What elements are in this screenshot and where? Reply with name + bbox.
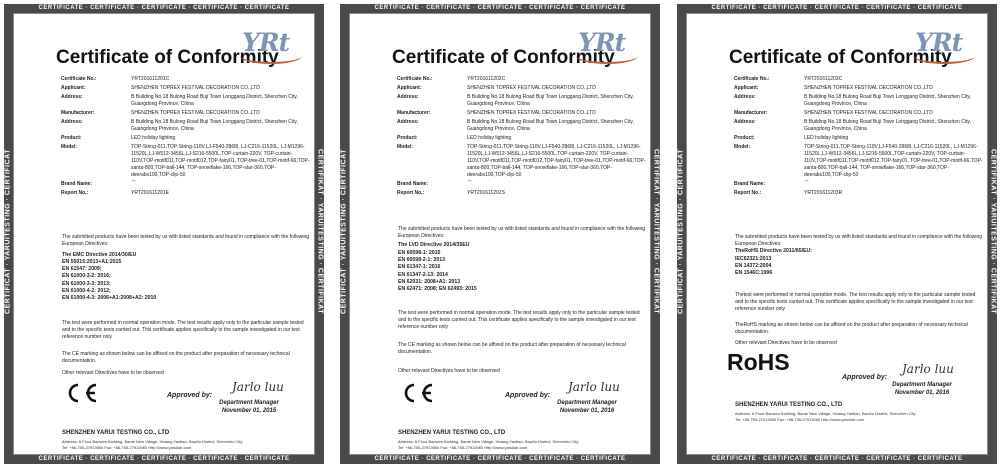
field-value: SHENZHEN TOPREX FESTIVAL DECORATION CO.,LTD [131, 85, 260, 91]
field-row [61, 135, 311, 142]
field-label: Certificate No.: [397, 76, 433, 82]
standard-item: EN 55015:2013+A1:2015 [62, 259, 122, 265]
test-note: Thetest were performed in normal operation mode. The test results apply only to the particular sample tested and to the specific tests carried out. This certificate applies specifically to the sample investigated in our test reference number only [735, 292, 976, 312]
field-label: Product: [61, 135, 82, 141]
field-label: Model: [734, 144, 751, 150]
field-label: Applicant: [734, 85, 759, 91]
field-label: Manufacturer: [397, 110, 431, 116]
field-value: B Building No.18 Bulong Road Buji Town Longgang District, Shenzhen City, Guangdong Province, China [804, 119, 971, 132]
manager-block [882, 381, 962, 397]
field-label: Product: [734, 135, 755, 141]
field-row [61, 76, 311, 83]
test-note: The test were performed in normal operation mode. The test results apply only to the particular sample tested and to the specific tests carried out. This certificate applies specifically to the sample investigated in our test reference number only [398, 310, 640, 330]
certificate-fields [397, 76, 647, 199]
manager-title: Department Manager [557, 400, 617, 406]
logo-swoosh [240, 48, 302, 64]
company-contact: Tel: +86-755-27913060 Fax: +86-755-27913060 Http://www.yaruilab.com [62, 445, 192, 450]
border-text-top: CERTIFICATE · CERTIFICATE · CERTIFICATE · CERTIFICATE · CERTIFICATE [711, 5, 963, 11]
field-row [61, 85, 311, 92]
field-row [734, 85, 984, 92]
field-value: YRT201611202C [467, 76, 506, 82]
field-label: Address: [734, 94, 756, 100]
field-value: TOP-String-011,TOP-String-110V,LJ-F540-2868I, LJ-C216-11520L, LJ-M1296-11520L,LJ-W512-3456L,LJ-S216-5500L,TOP-curtain-220V, TOP-curtain-110V,TOP-motif011,TOP-motif012,TOP-fairy01, TOP-tree-01,TOP-motif-66,TOP-santa-800,TOP-ball-144, TOP-snowflake-166,TOP-star-360,TOP-deerabs100,TOP-clip-50 [467, 144, 646, 178]
field-value: SHENZHEN TOPREX FESTIVAL DECORATION CO.,LTD [804, 85, 933, 91]
standard-item: EN 60598-2-1: 2013 [398, 257, 446, 264]
field-value: B Building No.18 Bulong Road Buji Town Longgang District, Shenzhen City, Guangdong Province, China [131, 94, 298, 107]
field-label: Report No.: [61, 190, 89, 196]
intro-text: The submitted products have been tested by us with listed standards and found in compliance with the following European Directives: [398, 226, 646, 239]
field-label: Model: [397, 144, 414, 150]
logo-swoosh [576, 48, 638, 64]
border-text-bottom: CERTIFICATE · CERTIFICATE · CERTIFICATE · CERTIFICATE · CERTIFICATE [711, 456, 963, 462]
company-address: Address: 6 Floor Baowen Building, Baote New Village, Xixiang Yantian, BaoAn District, Shenzhen City [398, 439, 579, 444]
field-value: SHENZHEN TOPREX FESTIVAL DECORATION CO.,LTD [804, 110, 933, 116]
border-text-left: CERTIFICAT · YARUITESTING · CERTIFICAT [677, 149, 685, 314]
field-label: Certificate No.: [734, 76, 770, 82]
field-value: YRT201611203C [804, 76, 843, 82]
border-text-right: CERTIFIKAT · YARUITESTING · CERTIFIKAT [989, 149, 997, 314]
field-row [397, 110, 647, 117]
field-label: Certificate No.: [61, 76, 97, 82]
certificate-title: Certificate of Conformity [729, 47, 952, 68]
field-value: LED holiday lighting [467, 135, 512, 141]
field-label: Address: [397, 119, 419, 125]
standard-item: EN 1546C:1996 [735, 270, 773, 277]
yrt-logo [240, 30, 302, 64]
field-label: Product: [397, 135, 418, 141]
company-address: Address: 6 Floor Baowen Building, Baote New Village, Xixiang Yantian, BaoAn District, Shenzhen City [735, 411, 916, 416]
field-row [61, 144, 311, 179]
field-row [734, 144, 984, 179]
company-contact: Tel: +86-755-27913060 Fax: +86-755-27913060 Http://www.yaruilab.com [398, 445, 528, 450]
yrt-logo [913, 30, 975, 64]
approval-date: November 01, 2015 [221, 408, 277, 414]
field-value: LED holiday lighting [131, 135, 176, 141]
standard-item: EN 61000-3-3: 2013; [62, 280, 111, 287]
directives-note: Other relevant Directives have to be observed [62, 370, 164, 376]
manager-block [209, 399, 289, 415]
field-row [734, 190, 984, 197]
field-value: B Building No.18 Bulong Road Buji Town Longgang District, Shenzhen City, Guangdong Province, China [131, 119, 298, 132]
field-label: Applicant: [397, 85, 422, 91]
logo-swoosh [913, 48, 975, 64]
field-value: B Building No.18 Bulong Road Buji Town Longgang District, Shenzhen City, Guangdong Province, China [467, 94, 634, 107]
field-label: Address: [61, 94, 83, 100]
certificate-fields [734, 76, 984, 199]
marking-note: TheRoHS marking as shown below can be affixed on the product after preparation of necessary technical documentation. [735, 322, 968, 335]
signature: Jarlo luu [232, 380, 284, 394]
field-label: Brand Name: [397, 181, 429, 187]
logo-text: YRt [578, 28, 626, 57]
field-row [397, 76, 647, 83]
border-text-left: CERTIFICAT · YARUITESTING · CERTIFICAT [4, 149, 12, 314]
signature: Jarlo luu [902, 362, 954, 376]
standard-item: EN 62471: 2008; EN 62493: 2015 [398, 286, 477, 293]
brand-logo-mark: ⌒ [131, 181, 137, 187]
standard-item: IEC62321:2013 [735, 256, 772, 262]
field-label: Manufacturer: [734, 110, 768, 116]
test-note: The test were performed in normal operation mode. The test results apply only to the particular sample tested and to the specific tests carried out. This certificate applies specifically to the sample investigated in our test reference number only [62, 320, 304, 340]
standard-item: EN 61000-4-3: 2006+A1:2008+A2: 2010 [62, 295, 157, 302]
certificate-lvd [340, 4, 660, 464]
directives-note: Other relevant Directives have to be observed [735, 340, 837, 346]
field-value: SHENZHEN TOPREX FESTIVAL DECORATION CO.,LTD [467, 110, 596, 116]
intro-text: The submitted products have been tested by us with listed standards and found in compliance with the following European Directives: [62, 234, 310, 247]
brand-logo-mark: ⌒ [804, 181, 810, 187]
field-label: Address: [61, 119, 83, 125]
field-row [397, 119, 647, 133]
signature: Jarlo luu [568, 380, 620, 394]
logo-text: YRt [915, 28, 963, 57]
field-row [397, 190, 647, 197]
certificate-fields [61, 76, 311, 199]
field-value: LED holiday lighting [804, 135, 849, 141]
standard-item: EN 61347-1: 2016 [398, 264, 441, 271]
field-row [61, 110, 311, 117]
border-text-top: CERTIFICATE · CERTIFICATE · CERTIFICATE · CERTIFICATE · CERTIFICATE [38, 5, 290, 11]
field-value: YRT201611203R [804, 190, 843, 196]
border-text-right: CERTIFIKAT · YARUITESTING · CERTIFIKAT [652, 149, 660, 314]
brand-logo-mark: ⌒ [467, 181, 473, 187]
directive-name: The EMC Directive 2014/30/EU [62, 252, 137, 258]
directives-note: Other relevant Directives have to be observed [398, 368, 500, 374]
border-text-bottom: CERTIFICATE · CERTIFICATE · CERTIFICATE · CERTIFICATE · CERTIFICATE [374, 456, 626, 462]
field-value: YRT201611202S [467, 190, 505, 196]
field-value: TOP-String-011,TOP-String-110V,LJ-F540-2868I, LJ-C216-11520L, LJ-M1296-11520L,LJ-W512-3456L,LJ-S216-5500L,TOP-curtain-220V, TOP-curtain-110V,TOP-motif011,TOP-motif012,TOP-fairy01, TOP-tree-01,TOP-motif-66,TOP-santa-800,TOP-ball-144, TOP-snowflake-166,TOP-star-360,TOP-deerabs100,TOP-clip-50 [804, 144, 983, 178]
manager-title: Department Manager [219, 400, 279, 406]
field-row [734, 76, 984, 83]
field-label: Report No.: [734, 190, 762, 196]
field-value: TOP-String-011,TOP-String-110V,LJ-F540-2868I, LJ-C216-11520L, LJ-M1296-11520L,LJ-W512-3456L,LJ-S216-5500L,TOP-curtain-220V, TOP-curtain-110V,TOP-motif011,TOP-motif012,TOP-fairy01, TOP-tree-01,TOP-motif-66,TOP-santa-800,TOP-ball-144, TOP-snowflake-166,TOP-star-360,TOP-deerabs100,TOP-clip-50 [131, 144, 310, 178]
field-value: SHENZHEN TOPREX FESTIVAL DECORATION CO.,LTD [467, 85, 596, 91]
intro-text: The submitted products have been tested by us with listed standards and found in compliance with the following European Directives: [735, 234, 983, 247]
yrt-logo [576, 30, 638, 64]
approved-by-label: Approved by: [167, 392, 213, 399]
standard-item: EN 61000-4-2: 2012; [62, 287, 111, 294]
directive-name: The LVD Directive 2014/35EU [398, 242, 470, 248]
border-text-right: CERTIFIKAT · YARUITESTING · CERTIFIKAT [316, 149, 324, 314]
field-row [734, 119, 984, 133]
standard-item: EN 61000-3-2: 2016; [62, 273, 111, 280]
field-label: Address: [734, 119, 756, 125]
field-label: Brand Name: [734, 181, 766, 187]
marking-note: The CE marking as shown below can be affixed on the product after preparation of necessary technical documentation. [398, 342, 626, 355]
standards-list [62, 259, 312, 302]
field-row [397, 85, 647, 92]
testing-company: SHENZHEN YARUI TESTING CO., LTD [735, 402, 843, 408]
company-contact: Tel: +86-755-27913060 Fax: +86-755-27913060 Http://www.yaruilab.com [735, 417, 865, 422]
logo-text: YRt [242, 28, 290, 57]
border-text-bottom: CERTIFICATE · CERTIFICATE · CERTIFICATE · CERTIFICATE · CERTIFICATE [38, 456, 290, 462]
field-row [61, 119, 311, 133]
standard-item: EN 60598-1: 2015 [398, 250, 441, 256]
field-value: SHENZHEN TOPREX FESTIVAL DECORATION CO.,LTD [131, 110, 260, 116]
manager-block [547, 399, 627, 415]
approved-by-label: Approved by: [505, 392, 551, 399]
testing-company: SHENZHEN YARUI TESTING CO., LTD [62, 430, 170, 436]
field-row [734, 110, 984, 117]
border-text-left: CERTIFICAT · YARUITESTING · CERTIFICAT [340, 149, 348, 314]
field-row [734, 94, 984, 108]
field-value: YRT201611201C [131, 76, 170, 82]
field-row [397, 144, 647, 179]
field-row [397, 135, 647, 142]
field-label: Address: [397, 94, 419, 100]
standards-list [735, 256, 985, 278]
field-label: Model: [61, 144, 78, 150]
certificate-title: Certificate of Conformity [392, 47, 615, 68]
field-row [61, 190, 311, 197]
field-value: B Building No.18 Bulong Road Buji Town Longgang District, Shenzhen City, Guangdong Province, China [467, 119, 634, 132]
ce-mark [398, 382, 438, 404]
field-value: YRT201611201E [131, 190, 169, 196]
certificate-emc [4, 4, 324, 464]
border-text-top: CERTIFICATE · CERTIFICATE · CERTIFICATE · CERTIFICATE · CERTIFICATE [374, 5, 626, 11]
field-row [397, 181, 647, 188]
standards-list [398, 250, 648, 293]
testing-company: SHENZHEN YARUI TESTING CO., LTD [398, 430, 506, 436]
company-address: Address: 6 Floor Baowen Building, Baote New Village, Xixiang Yantian, BaoAn District, Shenzhen City [62, 439, 243, 444]
standard-item: EN 61347-2-13: 2014 [398, 271, 448, 278]
field-label: Report No.: [397, 190, 425, 196]
field-row [61, 94, 311, 108]
standard-item: EN 62031: 2008+A1: 2013 [398, 278, 461, 285]
certificate-rohs [677, 4, 997, 464]
field-row [61, 181, 311, 188]
approval-date: November 01, 2016 [894, 390, 950, 396]
field-label: Manufacturer: [61, 110, 95, 116]
marking-note: The CE marking as shown below can be affixed on the product after preparation of necessary technical documentation. [62, 351, 290, 364]
rohs-mark: RoHS [727, 349, 790, 375]
field-row [397, 94, 647, 108]
standard-item: EN 61547: 2009; [62, 266, 102, 273]
field-label: Brand Name: [61, 181, 93, 187]
certificate-title: Certificate of Conformity [56, 47, 279, 68]
standard-item: EN 14372:2004 [735, 263, 772, 270]
manager-title: Department Manager [892, 382, 952, 388]
field-value: B Building No.18 Bulong Road Buji Town Longgang District, Shenzhen City, Guangdong Province, China [804, 94, 971, 107]
approved-by-label: Approved by: [842, 374, 888, 381]
approval-date: November 01, 2016 [559, 408, 615, 414]
field-row [734, 181, 984, 188]
directive-name: TheRoHS Directive 2011/65/EU: [735, 248, 812, 254]
field-label: Applicant: [61, 85, 86, 91]
field-row [734, 135, 984, 142]
ce-mark [62, 382, 102, 404]
